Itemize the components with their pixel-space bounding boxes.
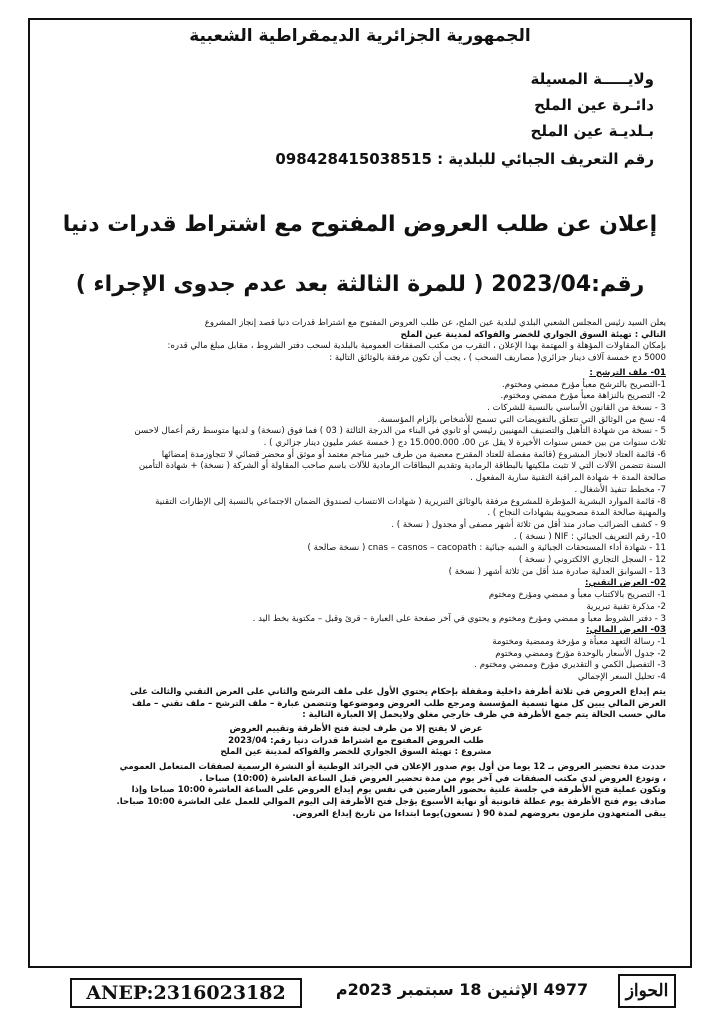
submission-text: مالي حسب الحالة يتم جمع الأظرفة في ظرف خارجي مغلق ولايحمل إلا العبارة التالية :	[302, 710, 666, 721]
closing-text: وتكون عملية فتح الأظرفة في جلسة علنية بحضور العارضين في نفس يوم إيداع العروض على الساعة العاشرة 10:00 صباحا وإذا	[131, 785, 666, 796]
wilaya-label: ولايـــــة المسيلة	[530, 70, 654, 88]
list-item: 6- قائمة العتاد لانجاز المشروع (قائمة مفصلة للعتاد المقترح معضية من طرف خبير مناجم معتمد أو موثق أو محضر قضائي لا تتجاوزمدة إمضائها	[161, 449, 666, 460]
envelope-text: طلب العروض المفتوح مع اشتراط قدرات دنيا رقم: 2023/04	[228, 735, 484, 746]
closing-text: حددت مدة تحضير العروض بـ 12 يوما من أول يوم صدور الإعلان في الجرائد الوطنية أو النشرة الرسمية لصفقات المتعامل العمومي	[119, 762, 666, 773]
list-item: 11 - شهادة أداء المستحقات الجبائية و الشبه جبائية : cnas – casnos – cacopath ( نسخة صالحة )	[307, 543, 666, 554]
list-item: 1- رسالة التعهد معبأة و مؤرخة وممضية ومختومة	[492, 636, 666, 647]
list-item: 2- جدول الأسعار بالوحدة مؤرخ وممضي ومختوم	[495, 648, 666, 659]
fiscal-id: رقم التعريف الجبائي للبلدية : 098428415038515	[275, 150, 654, 168]
submission-text: يتم إيداع العروض في ثلاثة أظرفة داخلية ومقفلة بإحكام يحتوي الأول على ملف الترشح والثاني على العرض التقني والثالث على	[129, 686, 666, 697]
commune-label: بـلديـة عين الملح	[530, 122, 654, 140]
announcement-number: رقم:2023/04 ( للمرة الثالثة بعد عدم جدوى الإجراء )	[75, 272, 645, 297]
list-item: 13 - السوابق العدلية صادرة منذ أقل من ثلاثة أشهر ( نسخة )	[448, 566, 666, 577]
list-item: 4- تحليل السعر الإجمالي	[577, 672, 666, 683]
daira-label: دائـرة عين الملح	[534, 96, 654, 114]
list-item: صالحة المدة + شهادة المراقبة التقنية سارية المفعول .	[470, 473, 666, 484]
list-item: 2- التصريح بالنزاهة معبأ مؤرخ ممضي ومختوم.	[500, 391, 666, 402]
envelope-text: مشروع : تهيئة السوق الجواري للخضر والفواكه لمدينة عين الملح	[220, 747, 492, 758]
anep-reference: ANEP:2316023182	[70, 978, 302, 1008]
intro-line: بإمكان المقاولات المؤهلة و المهتمة بهذا الإعلان ، التقرب من مكتب الصفقات العمومية بالبلدية لسحب دفتر الشروط ، مقابل مبلغ مالي قدره:	[167, 341, 666, 352]
closing-text: ، وتودع العروض لدى مكتب الصفقات في آخر يوم من مدة تحضير العروض قبل الساعة العاشرة (10:00) صباحا .	[199, 773, 666, 784]
list-item: 1- التصريح بالاكتتاب معبأ و ممضي ومؤرخ ومختوم	[488, 590, 666, 601]
footer-bar	[40, 970, 680, 1014]
project-line: التالي : تهيئة السوق الجواري للخضر والفواكه لمدينة عين الملح	[400, 329, 666, 340]
list-item: 5 - نسخة من شهادة التأهيل والتصنيف المهنيين رئيسي أو ثانوي في البناء من الدرجة الثالثة ( 03 ) فما فوق (نسخة) و لديها متوسط رقم أعمال لاحسن	[134, 426, 666, 437]
list-item: السنة تتضمن الآلات التي لا تثبت ملكيتها بالبطاقة الرمادية وتقديم البطاقات الرمادية للآلات باسم صاحب المقاولة أو الشركة ( نسخة) + شهادة التأمين	[138, 461, 666, 472]
section-title: 01- ملف الترشح :	[589, 367, 666, 378]
list-item: 10- رقم التعريف الجبائي : NIF ( نسخة ) .	[513, 531, 666, 542]
intro-line: يعلن السيد رئيس المجلس الشعبي البلدي لبلدية عين الملح، عن طلب العروض المفتوح مع اشتراط قدرات دنيا قصد إنجاز المشروع	[204, 318, 666, 328]
envelope-text: عرض لا يفتح إلا من طرف لجنة فتح الأظرفة وتقييم العروض	[229, 723, 483, 734]
submission-text: العرض المالي يبين كل منها تسمية المؤسسة ومرجع طلب العروض وموضوعها وتتضمن عبارة – ملف الترشح – ملف تقني – ملف	[132, 698, 666, 709]
closing-text: صادف يوم فتح الأظرفة يوم عطلة قانونية أو نهاية الأسبوع يؤجل فتح الأظرفة إلى اليوم الموالي للعمل على العاشرة 10:00 صباحا.	[116, 797, 666, 808]
section-title: 02- العرض التقني:	[585, 578, 666, 589]
list-item: 3 - دفتر الشروط معبأ و ممضي ومؤرخ ومختوم و يحتوي في آخر صفحة على العبارة – قرئ وقبل – مكتوبة بخط اليد .	[252, 613, 666, 624]
list-item: والمهنية صالحة المدة مصحوبية بشهادات النجاح ) .	[487, 508, 666, 519]
announcement-title: إعلان عن طلب العروض المفتوح مع اشتراط قدرات دنيا	[62, 212, 658, 237]
issue-date: 4977 الإثنين 18 سبتمبر 2023م	[335, 980, 589, 999]
closing-text: يبقى المتعهدون ملزمون بعروضهم لمدة 90 ( تسعون)يوما ابتداءا من تاريخ إيداع العروض.	[292, 808, 666, 819]
announcement-body	[46, 318, 666, 821]
list-item: 2- مذكرة تقنية تبريرية	[586, 601, 666, 612]
fee-line: 5000 دج خمسة آلاف دينار جزائري( مصاريف السحب ) ، يجب أن تكون مرفقة بالوثائق التالية :	[329, 353, 666, 364]
list-item: 4- نسخ من الوثائق التي تتعلق بالتفويضات التي تسمح للأشخاص بإلزام المؤسسة.	[377, 414, 666, 425]
republic-heading: الجمهورية الجزائرية الديمقراطية الشعبية	[189, 26, 531, 46]
list-item: 3- التفصيل الكمي و التقديري مؤرخ وممضي ومختوم .	[474, 660, 666, 671]
list-item: 12 - السجل التجاري الالكتروني ( نسخة )	[518, 555, 666, 566]
list-item: 1-التصريح بالترشح معبأ مؤرخ ممضي ومختوم.	[502, 379, 666, 390]
list-item: 3 - نسخة من القانون الأساسي بالنسبة للشركات .	[487, 402, 666, 413]
list-item: 7- مخطط تنفيذ الأشغال .	[574, 484, 666, 495]
newspaper-logo: الحواز	[618, 974, 676, 1008]
list-item: 8- قائمة الموارد البشرية المؤطرة للمشروع مرفقة بالوثائق التبريرية ( شهادات الانتساب لصندوق الضمان الاجتماعي بالنسبة إلى الإطارات التقنية	[155, 496, 666, 507]
list-item: ثلاث سنوات من بين خمس سنوات الأخيرة لا يقل عن 00، 15.000.000 دج ( خمسة عشر مليون دينار جزائري ) .	[263, 438, 666, 449]
section-title: 03- العرض المالي:	[586, 625, 666, 636]
list-item: 9 - كشف الضرائب صادر منذ أقل من ثلاثة أشهر مصفى أو مجدول ( نسخة ) .	[391, 519, 666, 530]
